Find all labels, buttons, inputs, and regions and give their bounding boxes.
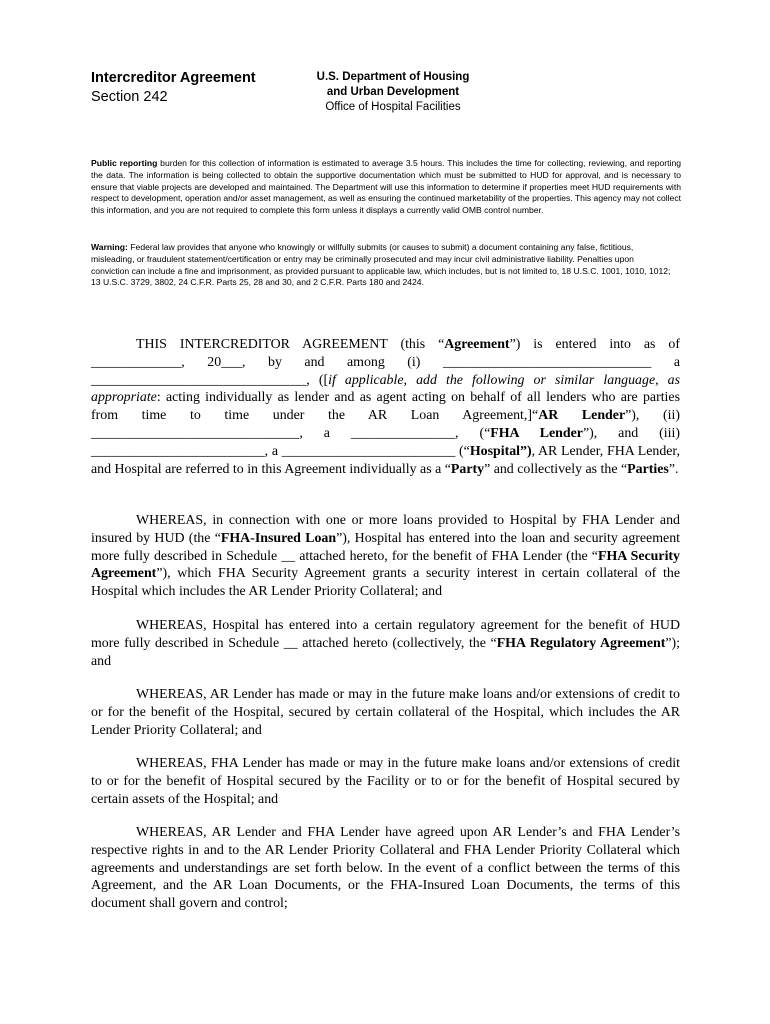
agreement-paragraph-parties bbox=[91, 336, 680, 478]
whereas-paragraph-fha-loan bbox=[91, 512, 680, 601]
whereas-paragraph-ar-lender: WHEREAS, AR Lender has made or may in the future make loans and/or extensions of credit to or for the benefit of the Hospital, secured by certain collateral of the Hospital, which includes the AR Lender Priority Collateral; and bbox=[91, 687, 680, 738]
warning-notice bbox=[91, 242, 671, 289]
whereas-paragraph-regulatory bbox=[91, 617, 680, 670]
form-section: Section 242 bbox=[91, 89, 168, 105]
whereas-paragraph-rights: WHEREAS, AR Lender and FHA Lender have agreed upon AR Lender’s and FHA Lender’s respective rights in and to the AR Lender Priority Collateral and FHA Lender Priority Collateral which agreements and understandings are set forth below. In the event of a conflict between the terms of this Agreement, and the AR Loan Documents, or the FHA-Insured Loan Documents, the terms of this document shall govern and control; bbox=[91, 825, 680, 912]
defined-term-fha-regulatory-agreement: FHA Regulatory Agreement bbox=[496, 635, 666, 651]
p2-text-e: ”), which FHA Security Agreement grants a security interest in certain collateral of the Hospital which includes the AR Lender Priority Collateral; and bbox=[91, 566, 680, 600]
defined-term-hospital: Hospital”) bbox=[469, 443, 532, 459]
p1-text-c: ”) is entered into as of _____________, 20___, by and among (i) ______________________________ a _______________________________, ([ bbox=[91, 337, 680, 388]
defined-term-fha-security-agreement: FHA Security Agreement bbox=[91, 548, 680, 582]
form-title-block bbox=[91, 69, 256, 107]
p3-text-c: ”); and bbox=[91, 635, 680, 669]
public-reporting-label: Public reporting bbox=[91, 158, 158, 168]
agency-name-line2: and Urban Development bbox=[326, 86, 460, 98]
public-reporting-text: burden for this collection of information is estimated to average 3.5 hours. This includes the time for collecting, reviewing, and reporting the data. The information is being collected to obtain the supportive documentation which must be submitted to HUD for approval, and is necessary to ensure that viable projects are developed and maintained. The Department will use this information to determine if properties meet HUD requirements with respect to development, operation and/or asset management, as well as ensuring the continued marketability of the properties. This agency may not collect this information, and you are not required to complete this form unless it displays a currently valid OMB control number. bbox=[91, 158, 681, 216]
p2-text-c: ”), Hospital has entered into the loan and security agreement more fully described in Schedule __ attached hereto, for the benefit of FHA Lender (the “ bbox=[91, 530, 681, 564]
defined-term-fha-lender: FHA Lender bbox=[490, 425, 583, 441]
defined-term-agreement: Agreement bbox=[444, 337, 510, 352]
p1-text-o: ”. bbox=[668, 461, 679, 477]
defined-term-parties: Parties bbox=[627, 461, 669, 477]
whereas-paragraph-fha-lender: WHEREAS, FHA Lender has made or may in the future make loans and/or extensions of credit to or for the benefit of Hospital secured by the Facility or to or for the benefit of Hospital secured by certain assets of the Hospital; and bbox=[91, 756, 680, 807]
p3-text-a: WHEREAS, Hospital has entered into a certain regulatory agreement for the benefit of HUD more fully described in Schedule __ attached hereto (collectively, the “ bbox=[91, 618, 680, 651]
warning-label: Warning: bbox=[91, 242, 128, 252]
p1-text-k: , AR Lender, FHA Lender, and Hospital are referred to in this Agreement individually as a “ bbox=[91, 443, 680, 477]
agency-office: Office of Hospital Facilities bbox=[325, 101, 461, 113]
p1-text-a: THIS INTERCREDITOR AGREEMENT (this “ bbox=[136, 337, 445, 352]
form-title: Intercreditor Agreement bbox=[91, 70, 256, 86]
warning-text: Federal law provides that anyone who knowingly or willfully submits (or causes to submit) a document containing any false, fictitious, misleading, or fraudulent statement/certification or entry may be criminally prosecuted and may incur civil administrative liability. Penalties upon conviction can include a fine and imprisonment, as provided pursuant to applicable law, which includes, but is not limited to, 18 U.S.C. 1001, 1010, 1012; 13 U.S.C. 3729, 3802, 24 C.F.R. Parts 25, 28 and 30, and 2 C.F.R. Parts 180 and 2424. bbox=[91, 242, 671, 288]
p1-text-g: ”), (ii) ______________________________, a _______________, (“ bbox=[91, 408, 680, 441]
p1-text-e: : acting individually as lender and as agent acting on behalf of all lenders who are parties from time to time under the AR Loan Agreement,]“ bbox=[91, 390, 680, 424]
p1-text-i: ”), and (iii) _________________________, a _________________________ (“ bbox=[91, 425, 680, 459]
public-reporting-notice bbox=[91, 158, 681, 217]
defined-term-fha-insured-loan: FHA-Insured Loan bbox=[220, 530, 337, 546]
defined-term-party: Party bbox=[450, 461, 485, 477]
defined-term-ar-lender: AR Lender bbox=[538, 408, 626, 424]
agency-name-line1: U.S. Department of Housing bbox=[316, 71, 470, 83]
p1-text-m: ” and collectively as the “ bbox=[484, 461, 628, 477]
p2-text-a: WHEREAS, in connection with one or more loans provided to Hospital by FHA Lender and insured by HUD (the “ bbox=[91, 513, 680, 546]
agency-block bbox=[300, 70, 486, 115]
p1-italic-instruction: if applicable, add the following or similar language, as appropriate bbox=[91, 372, 680, 406]
